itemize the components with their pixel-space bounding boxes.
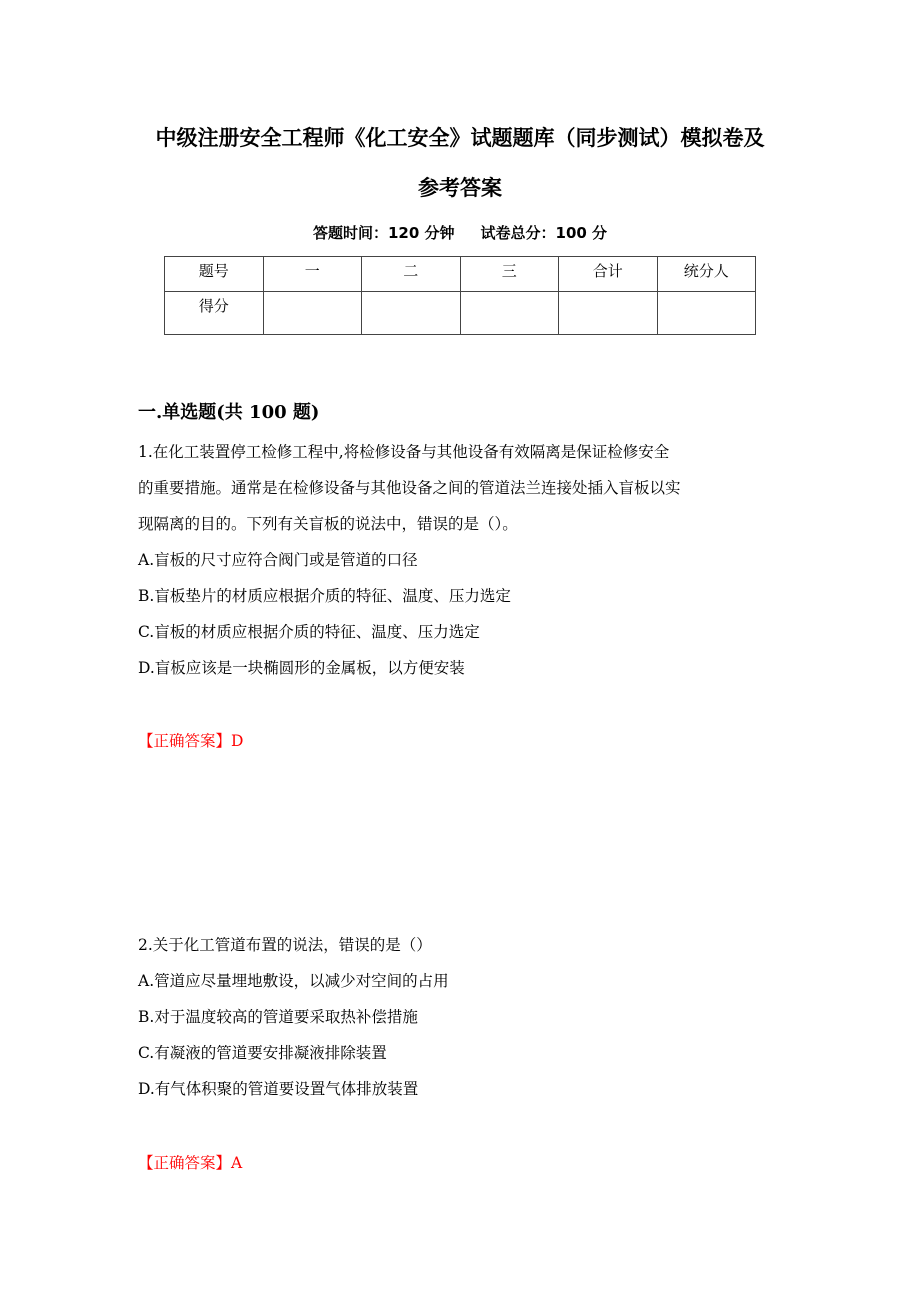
question-1-option-d: D.盲板应该是一块椭圆形的金属板，以方便安装 — [138, 659, 465, 677]
question-2-option-b: B.对于温度较高的管道要采取热补偿措施 — [138, 1008, 418, 1026]
section-title: 一.单选题(共 100 题) — [138, 402, 320, 423]
score-row-label: 得分 — [165, 292, 264, 335]
exam-meta — [0, 222, 920, 243]
question-1-answer: 【正确答案】D — [138, 732, 244, 750]
exam-total-score: 试卷总分：100 分 — [480, 224, 608, 242]
score-table-header-row — [165, 257, 756, 292]
score-header-cell: 合计 — [559, 257, 658, 292]
score-cell — [559, 292, 658, 335]
score-cell — [362, 292, 461, 335]
exam-time: 答题时间：120 分钟 — [312, 224, 455, 242]
question-2-stem-line: 2.关于化工管道布置的说法，错误的是（） — [138, 936, 432, 954]
score-table — [164, 256, 756, 335]
score-header-cell: 题号 — [165, 257, 264, 292]
score-cell — [657, 292, 756, 335]
question-1-stem-line: 的重要措施。通常是在检修设备与其他设备之间的管道法兰连接处插入盲板以实 — [138, 479, 681, 497]
score-header-cell: 统分人 — [657, 257, 756, 292]
question-1-option-b: B.盲板垫片的材质应根据介质的特征、温度、压力选定 — [138, 587, 511, 605]
document-title-line-2: 参考答案 — [418, 176, 502, 200]
score-header-cell: 二 — [362, 257, 461, 292]
question-2-answer: 【正确答案】A — [138, 1154, 243, 1172]
document-title-line-1: 中级注册安全工程师《化工安全》试题题库（同步测试）模拟卷及 — [155, 126, 765, 150]
question-1-stem-line: 1.在化工装置停工检修工程中,将检修设备与其他设备有效隔离是保证检修安全 — [138, 443, 670, 461]
score-header-cell: 三 — [460, 257, 559, 292]
score-header-cell: 一 — [263, 257, 362, 292]
question-2-option-c: C.有凝液的管道要安排凝液排除装置 — [138, 1044, 387, 1062]
score-cell — [460, 292, 559, 335]
question-1-option-a: A.盲板的尺寸应符合阀门或是管道的口径 — [138, 551, 418, 569]
question-2-option-a: A.管道应尽量埋地敷设，以减少对空间的占用 — [138, 972, 449, 990]
question-1-stem-line: 现隔离的目的。下列有关盲板的说法中，错误的是（）。 — [138, 515, 518, 533]
question-1-option-c: C.盲板的材质应根据介质的特征、温度、压力选定 — [138, 623, 480, 641]
score-table-score-row — [165, 292, 756, 335]
question-2-option-d: D.有气体积聚的管道要设置气体排放装置 — [138, 1080, 419, 1098]
score-cell — [263, 292, 362, 335]
